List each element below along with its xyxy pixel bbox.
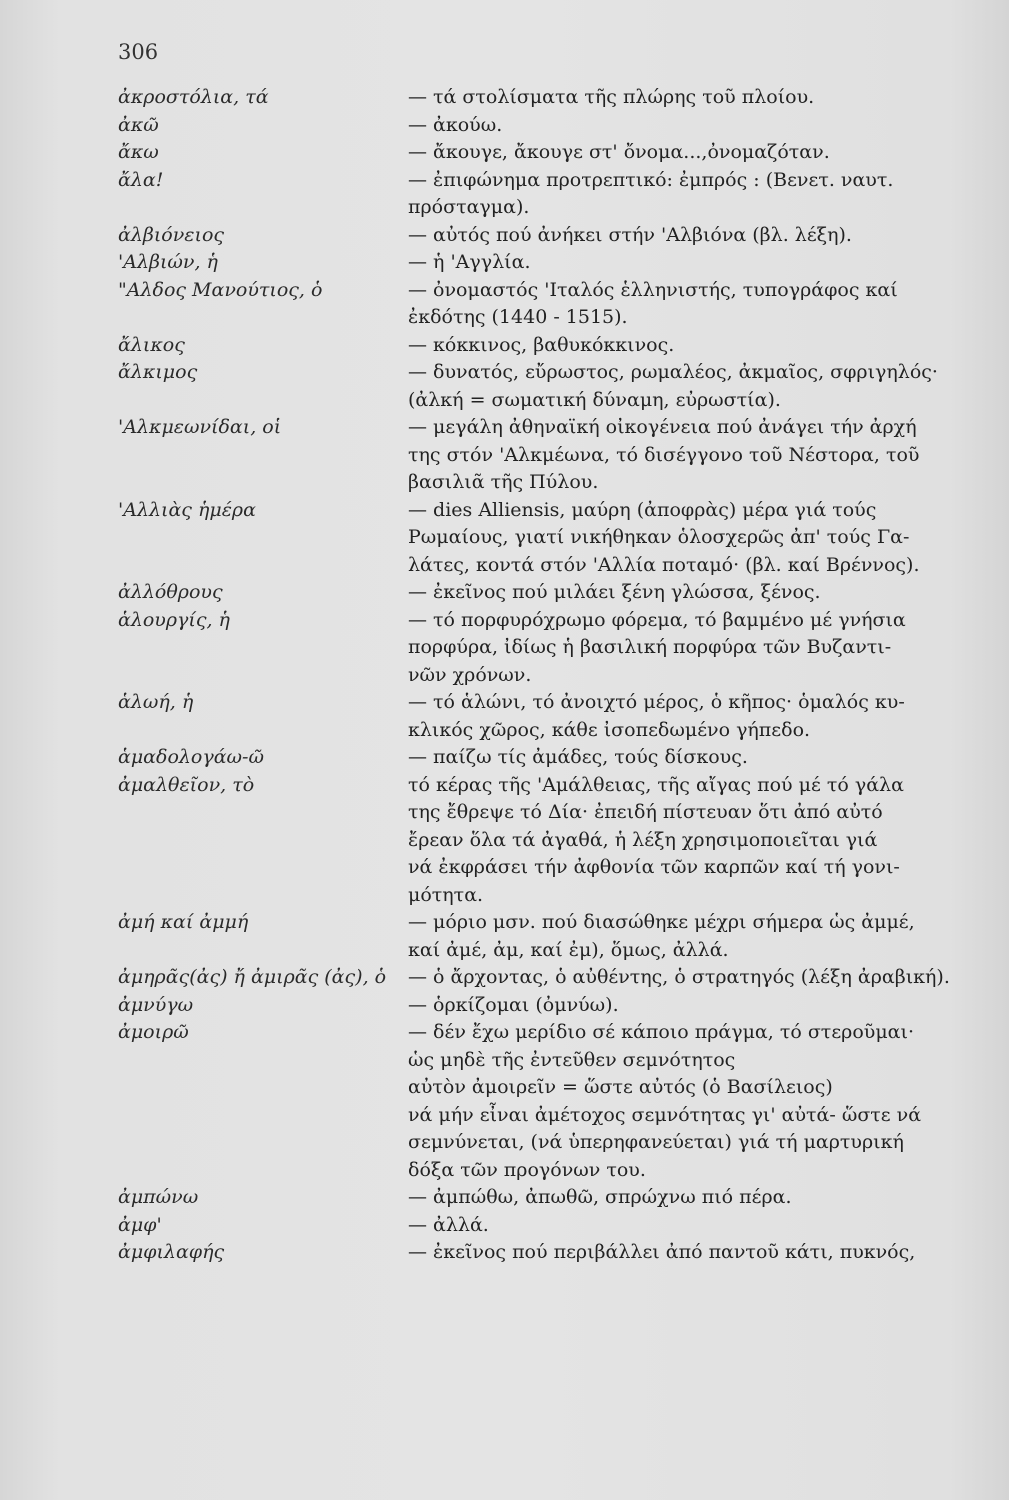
entry-term: ἀμή καί ἀμμή <box>118 911 249 933</box>
glossary-entries <box>118 84 958 1267</box>
entry-term: ἀλβιόνειος <box>118 223 225 246</box>
entry-term: ἀμοιρῶ <box>118 1021 189 1043</box>
entry-definition: — τά στολίσματα τῆς πλώρης τοῦ πλοίου. <box>408 86 815 108</box>
entry-term: ἀκῶ <box>118 113 159 136</box>
glossary-entry <box>118 277 958 332</box>
entry-definition: — ἄκουγε, ἄκουγε στ' ὄνομα...,ὀνομαζόταν. <box>408 141 830 163</box>
entry-definition: — κόκκινος, βαθυκόκκινος. <box>408 333 675 356</box>
entry-definition: — ἐκεῖνος πού μιλάει ξένη γλώσσα, ξένος. <box>408 581 821 603</box>
entry-term: ἀμπώνω <box>118 1186 199 1208</box>
entry-term: ἀλλόθρους <box>118 581 223 603</box>
entry-definition: — ἐπιφώνημα προτρεπτικό: ἐμπρός : (Βενετ. ναυτ. πρόσταγμα). <box>408 168 894 218</box>
glossary-entry <box>118 1184 958 1212</box>
entry-definition: — τό ἁλώνι, τό ἀνοιχτό μέρος, ὁ κῆπος· ὁμαλός κυ- κλικός χῶρος, κάθε ἰσοπεδωμένο γήπεδο. <box>408 691 905 741</box>
entry-term: 'Αλκμεωνίδαι, οἱ <box>118 416 282 438</box>
glossary-entry <box>118 1019 958 1184</box>
entry-term: ἀμφιλαφής <box>118 1241 225 1263</box>
glossary-entry <box>118 167 958 222</box>
glossary-entry <box>118 992 958 1020</box>
entry-definition: — dies Alliensis, μαύρη (ἀποφρὰς) μέρα γιά τούς Ρωμαίους, γιατί νικήθηκαν ὁλοσχερῶς ἀπ' τούς Γα- λάτες, κοντά στόν 'Αλλία ποταμό· (βλ. καί Βρέννος). <box>408 498 920 576</box>
entry-definition: — ὀνομαστός 'Ιταλός ἑλληνιστής, τυπογράφος καί ἐκδότης (1440 - 1515). <box>408 278 898 328</box>
glossary-entry <box>118 332 958 360</box>
glossary-entry <box>118 414 958 497</box>
entry-term: 'Αλλιὰς ἡμέρα <box>118 498 256 521</box>
entry-definition: — μεγάλη ἀθηναϊκή οἰκογένεια πού ἀνάγει τήν ἀρχή της στόν 'Αλκμέωνα, τό δισέγγονο τοῦ Νέστορα, τοῦ βασιλιᾶ τῆς Πύλου. <box>408 416 920 493</box>
entry-term: ἀμηρᾶς(ἀς) ἤ ἀμιρᾶς (ἀς), ὁ <box>118 966 387 988</box>
glossary-entry <box>118 249 958 277</box>
glossary-entry <box>118 744 958 772</box>
glossary-entry <box>118 139 958 167</box>
glossary-entry <box>118 579 958 607</box>
entry-definition: — τό πορφυρόχρωμο φόρεμα, τό βαμμένο μέ γνήσια πορφύρα, ἰδίως ἡ βασιλική πορφύρα τῶν Βυζαντι- νῶν χρόνων. <box>408 608 906 686</box>
entry-term: ἄλικος <box>118 333 185 356</box>
entry-definition: — ἡ 'Αγγλία. <box>408 251 531 273</box>
entry-term: ἁλωή, ἡ <box>118 691 194 713</box>
entry-definition: — ὁ ἄρχοντας, ὁ αὐθέντης, ὁ στρατηγός (λέξη ἀραβική). <box>408 966 950 988</box>
glossary-entry <box>118 359 958 414</box>
entry-term: "Αλδος Μανούτιος, ὁ <box>118 278 323 301</box>
entry-term: ἄκω <box>118 141 159 163</box>
glossary-entry <box>118 607 958 690</box>
entry-definition: — ἀμπώθω, ἀπωθῶ, σπρώχνω πιό πέρα. <box>408 1186 792 1208</box>
entry-definition: — αὐτός πού ἀνήκει στήν 'Αλβιόνα (βλ. λέξη). <box>408 223 852 246</box>
entry-term: ἀκροστόλια, τά <box>118 86 269 108</box>
glossary-entry <box>118 772 958 910</box>
entry-definition: — δυνατός, εὔρωστος, ρωμαλέος, ἀκμαῖος, σφριγηλός· (ἀλκή = σωματική δύναμη, εὐρωστία). <box>408 361 938 411</box>
entry-term: ἁλουργίς, ἡ <box>118 608 230 631</box>
glossary-entry <box>118 1212 958 1240</box>
entry-definition: — ἐκεῖνος πού περιβάλλει ἀπό παντοῦ κάτι, πυκνός, <box>408 1241 916 1263</box>
entry-definition: — ἀκούω. <box>408 113 503 136</box>
entry-definition: τό κέρας τῆς 'Αμάλθειας, τῆς αἴγας πού μέ τό γάλα της ἔθρεψε τό Δία· ἐπειδή πίστευαν ὅτι ἀπό αὐτό ἔρεαν ὅλα τά ἀγαθά, ἡ λέξη χρησιμοποιεῖται γιά νά ἐκφράσει τήν ἀφθονία τῶν καρπῶν καί τή γονι- μότητα. <box>408 773 904 906</box>
glossary-entry <box>118 689 958 744</box>
entry-term: 'Αλβιών, ἡ <box>118 251 218 273</box>
glossary-entry <box>118 964 958 992</box>
glossary-entry <box>118 497 958 580</box>
entry-term: ἄλκιμος <box>118 361 198 383</box>
entry-definition: — μόριο μσν. πού διασώθηκε μέχρι σήμερα ὡς ἀμμέ, καί ἀμέ, ἀμ, καί ἐμ), ὅμως, ἀλλά. <box>408 911 915 961</box>
entry-definition: — δέν ἔχω μερίδιο σέ κάποιο πράγμα, τό στεροῦμαι· ὡς μηδὲ τῆς ἐντεῦθεν σεμνότητος αὐτὸν ἀμοιρεῖν = ὥστε αὐτός (ὁ Βασίλειος) νά μήν εἶναι ἀμέτοχος σεμνότητας γι' αὐτά- ὥστε νά σεμνύνεται, (νά ὑπερηφανεύεται) γιά τή μαρτυρική δόξα τῶν προγόνων του. <box>408 1021 922 1181</box>
entry-definition: — ἀλλά. <box>408 1213 489 1236</box>
entry-term: ἄλα! <box>118 168 164 191</box>
entry-term: ἀμαλθεῖον, τὸ <box>118 773 255 796</box>
entry-term: ἀμνύγω <box>118 993 194 1016</box>
entry-term: ἀμφ' <box>118 1213 162 1236</box>
entry-definition: — παίζω τίς ἀμάδες, τούς δίσκους. <box>408 746 748 768</box>
entry-definition: — ὁρκίζομαι (ὀμνύω). <box>408 993 619 1016</box>
glossary-entry <box>118 909 958 964</box>
glossary-entry <box>118 112 958 140</box>
glossary-entry <box>118 1239 958 1267</box>
glossary-entry <box>118 222 958 250</box>
entry-term: ἁμαδολογάω-ῶ <box>118 746 264 768</box>
page-number: 306 <box>118 40 159 64</box>
glossary-entry <box>118 84 958 112</box>
